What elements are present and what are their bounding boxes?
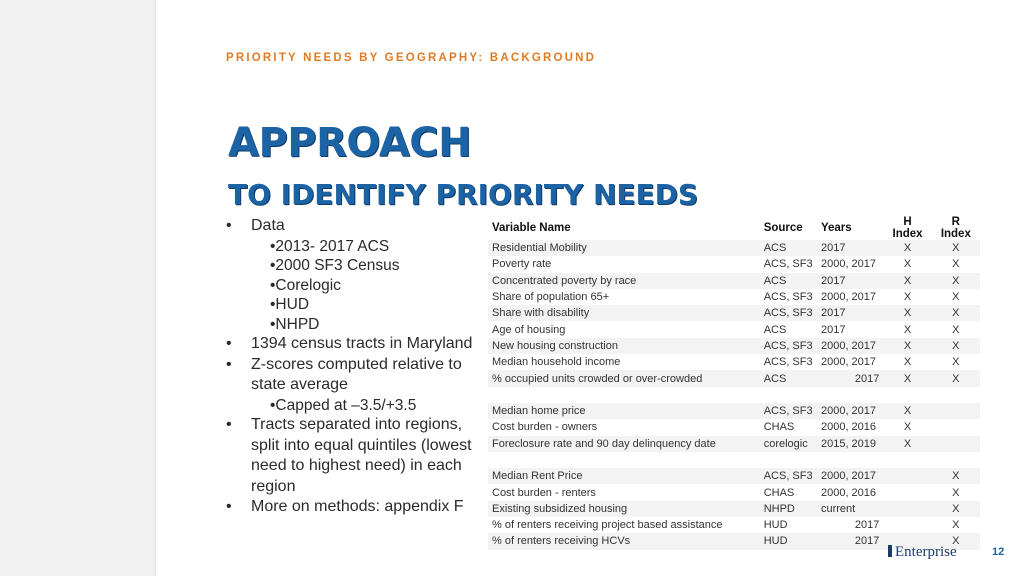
table-row <box>488 354 980 370</box>
table-row <box>488 517 980 533</box>
cell-years: 2017 <box>817 517 883 533</box>
cell-years: 2015, 2019 <box>817 436 883 452</box>
cell-h-index: X <box>883 436 931 452</box>
cell-r-index: X <box>932 289 980 305</box>
table-body <box>488 240 980 550</box>
bullet-text: 1394 census tracts in Maryland <box>251 335 473 352</box>
slide-subtitle: TO IDENTIFY PRIORITY NEEDS <box>228 178 699 211</box>
logo-mark-icon <box>888 545 892 557</box>
slide-title: APPROACH <box>228 120 472 166</box>
cell-r-index <box>932 387 980 403</box>
cell-source: ACS, SF3 <box>760 256 817 272</box>
logo-text: Enterprise <box>895 544 957 560</box>
sub-bullet-hud: •HUD <box>270 296 310 313</box>
cell-source: ACS, SF3 <box>760 338 817 354</box>
cell-variable-name <box>488 452 760 468</box>
cell-h-index <box>883 468 931 484</box>
cell-r-index: X <box>932 501 980 517</box>
cell-variable-name: Age of housing <box>488 321 760 337</box>
cell-r-index: X <box>932 533 980 549</box>
cell-r-index <box>932 436 980 452</box>
cell-h-index: X <box>883 289 931 305</box>
cell-years: 2017 <box>817 533 883 549</box>
left-decorative-band <box>0 0 156 576</box>
cell-variable-name: Cost burden - owners <box>488 419 760 435</box>
table-row <box>488 436 980 452</box>
table-row <box>488 468 980 484</box>
page-number: 12 <box>992 546 1005 558</box>
table-header-row <box>488 216 980 240</box>
cell-h-index: X <box>883 240 931 256</box>
table-row <box>488 419 980 435</box>
table-row <box>488 338 980 354</box>
cell-variable-name: % of renters receiving HCVs <box>488 533 760 549</box>
cell-h-index: X <box>883 256 931 272</box>
cell-variable-name: % occupied units crowded or over-crowded <box>488 370 760 386</box>
cell-years <box>817 387 883 403</box>
section-kicker: PRIORITY NEEDS BY GEOGRAPHY: BACKGROUND <box>226 52 597 64</box>
cell-variable-name: % of renters receiving project based assistance <box>488 517 760 533</box>
bullet-text: Data <box>251 217 285 234</box>
cell-source: ACS <box>760 321 817 337</box>
cell-years: 2000, 2016 <box>817 419 883 435</box>
cell-r-index <box>932 419 980 435</box>
cell-years: 2000, 2017 <box>817 468 883 484</box>
cell-h-index: X <box>883 273 931 289</box>
cell-years: current <box>817 501 883 517</box>
cell-source: HUD <box>760 517 817 533</box>
cell-years: 2000, 2016 <box>817 484 883 500</box>
cell-h-index <box>883 501 931 517</box>
cell-r-index: X <box>932 370 980 386</box>
cell-r-index: X <box>932 273 980 289</box>
table-row <box>488 289 980 305</box>
cell-h-index: X <box>883 354 931 370</box>
cell-source: ACS <box>760 240 817 256</box>
bullet-text: Z-scores computed relative to state average <box>251 355 462 393</box>
cell-variable-name: Share of population 65+ <box>488 289 760 305</box>
cell-source: ACS, SF3 <box>760 403 817 419</box>
cell-variable-name: New housing construction <box>488 338 760 354</box>
cell-r-index: X <box>932 468 980 484</box>
table-row <box>488 240 980 256</box>
column-header-source: Source <box>760 216 817 240</box>
cell-years: 2017 <box>817 305 883 321</box>
bullet-list <box>226 216 486 518</box>
cell-r-index: X <box>932 256 980 272</box>
cell-variable-name <box>488 387 760 403</box>
sub-bullet-capped: •Capped at –3.5/+3.5 <box>270 396 417 414</box>
cell-years: 2000, 2017 <box>817 256 883 272</box>
bullet-marker: • <box>226 498 232 515</box>
cell-r-index <box>932 452 980 468</box>
table-row <box>488 305 980 321</box>
cell-r-index: X <box>932 484 980 500</box>
cell-source: ACS, SF3 <box>760 289 817 305</box>
cell-h-index <box>883 517 931 533</box>
sub-bullet-nhpd: •NHPD <box>270 315 320 333</box>
table-row <box>488 452 980 468</box>
cell-source <box>760 452 817 468</box>
cell-variable-name: Poverty rate <box>488 256 760 272</box>
table-row <box>488 484 980 500</box>
cell-years <box>817 452 883 468</box>
cell-variable-name: Concentrated poverty by race <box>488 273 760 289</box>
bullet-marker: • <box>226 416 232 433</box>
column-header-h-index: H Index <box>883 216 931 240</box>
enterprise-logo <box>888 544 957 561</box>
sub-bullet-acs: •2013- 2017 ACS <box>270 237 390 255</box>
cell-h-index: X <box>883 370 931 386</box>
bullet-text: More on methods: appendix F <box>251 498 464 515</box>
cell-source: ACS, SF3 <box>760 468 817 484</box>
cell-h-index: X <box>883 338 931 354</box>
cell-years: 2017 <box>817 240 883 256</box>
cell-r-index: X <box>932 305 980 321</box>
cell-h-index <box>883 452 931 468</box>
column-header-variable-name: Variable Name <box>488 216 760 240</box>
cell-r-index <box>932 403 980 419</box>
variables-table <box>488 216 980 550</box>
cell-years: 2017 <box>817 321 883 337</box>
cell-variable-name: Median household income <box>488 354 760 370</box>
table-row <box>488 403 980 419</box>
table-row <box>488 256 980 272</box>
cell-source <box>760 387 817 403</box>
cell-source: ACS <box>760 273 817 289</box>
bullet-marker: • <box>226 217 232 234</box>
cell-r-index: X <box>932 321 980 337</box>
cell-source: ACS <box>760 370 817 386</box>
cell-source: HUD <box>760 533 817 549</box>
column-header-years: Years <box>817 216 883 240</box>
table-row <box>488 387 980 403</box>
cell-years: 2000, 2017 <box>817 403 883 419</box>
cell-source: ACS, SF3 <box>760 354 817 370</box>
sub-bullet-corelogic: •Corelogic <box>270 276 341 294</box>
table-row <box>488 321 980 337</box>
cell-years: 2000, 2017 <box>817 354 883 370</box>
bullet-text: Tracts separated into regions, split into equal quintiles (lowest need to highest need) in each region <box>251 416 472 495</box>
cell-source: corelogic <box>760 436 817 452</box>
cell-h-index: X <box>883 321 931 337</box>
cell-years: 2000, 2017 <box>817 338 883 354</box>
cell-r-index: X <box>932 338 980 354</box>
bullet-tracts <box>226 334 486 355</box>
cell-source: ACS, SF3 <box>760 305 817 321</box>
column-header-r-index: R Index <box>932 216 980 240</box>
bullet-regions <box>226 415 486 497</box>
bullet-methods <box>226 497 486 518</box>
sub-bullet-census: •2000 SF3 Census <box>270 257 400 274</box>
cell-variable-name: Existing subsidized housing <box>488 501 760 517</box>
cell-source: CHAS <box>760 484 817 500</box>
table-row <box>488 370 980 386</box>
cell-r-index: X <box>932 354 980 370</box>
bullet-marker: • <box>226 335 232 352</box>
cell-h-index: X <box>883 305 931 321</box>
cell-h-index: X <box>883 403 931 419</box>
cell-r-index: X <box>932 240 980 256</box>
cell-variable-name: Foreclosure rate and 90 day delinquency date <box>488 436 760 452</box>
cell-years: 2017 <box>817 273 883 289</box>
cell-years: 2017 <box>817 370 883 386</box>
bullet-data <box>226 216 486 237</box>
cell-h-index <box>883 387 931 403</box>
table-row <box>488 501 980 517</box>
cell-source: CHAS <box>760 419 817 435</box>
bullet-zscores <box>226 355 486 396</box>
cell-h-index: X <box>883 419 931 435</box>
cell-source: NHPD <box>760 501 817 517</box>
bullet-marker: • <box>226 355 232 373</box>
cell-h-index <box>883 484 931 500</box>
cell-years: 2000, 2017 <box>817 289 883 305</box>
table-row <box>488 273 980 289</box>
cell-variable-name: Residential Mobility <box>488 240 760 256</box>
cell-variable-name: Cost burden - renters <box>488 484 760 500</box>
cell-variable-name: Share with disability <box>488 305 760 321</box>
cell-r-index: X <box>932 517 980 533</box>
cell-variable-name: Median Rent Price <box>488 468 760 484</box>
cell-variable-name: Median home price <box>488 403 760 419</box>
